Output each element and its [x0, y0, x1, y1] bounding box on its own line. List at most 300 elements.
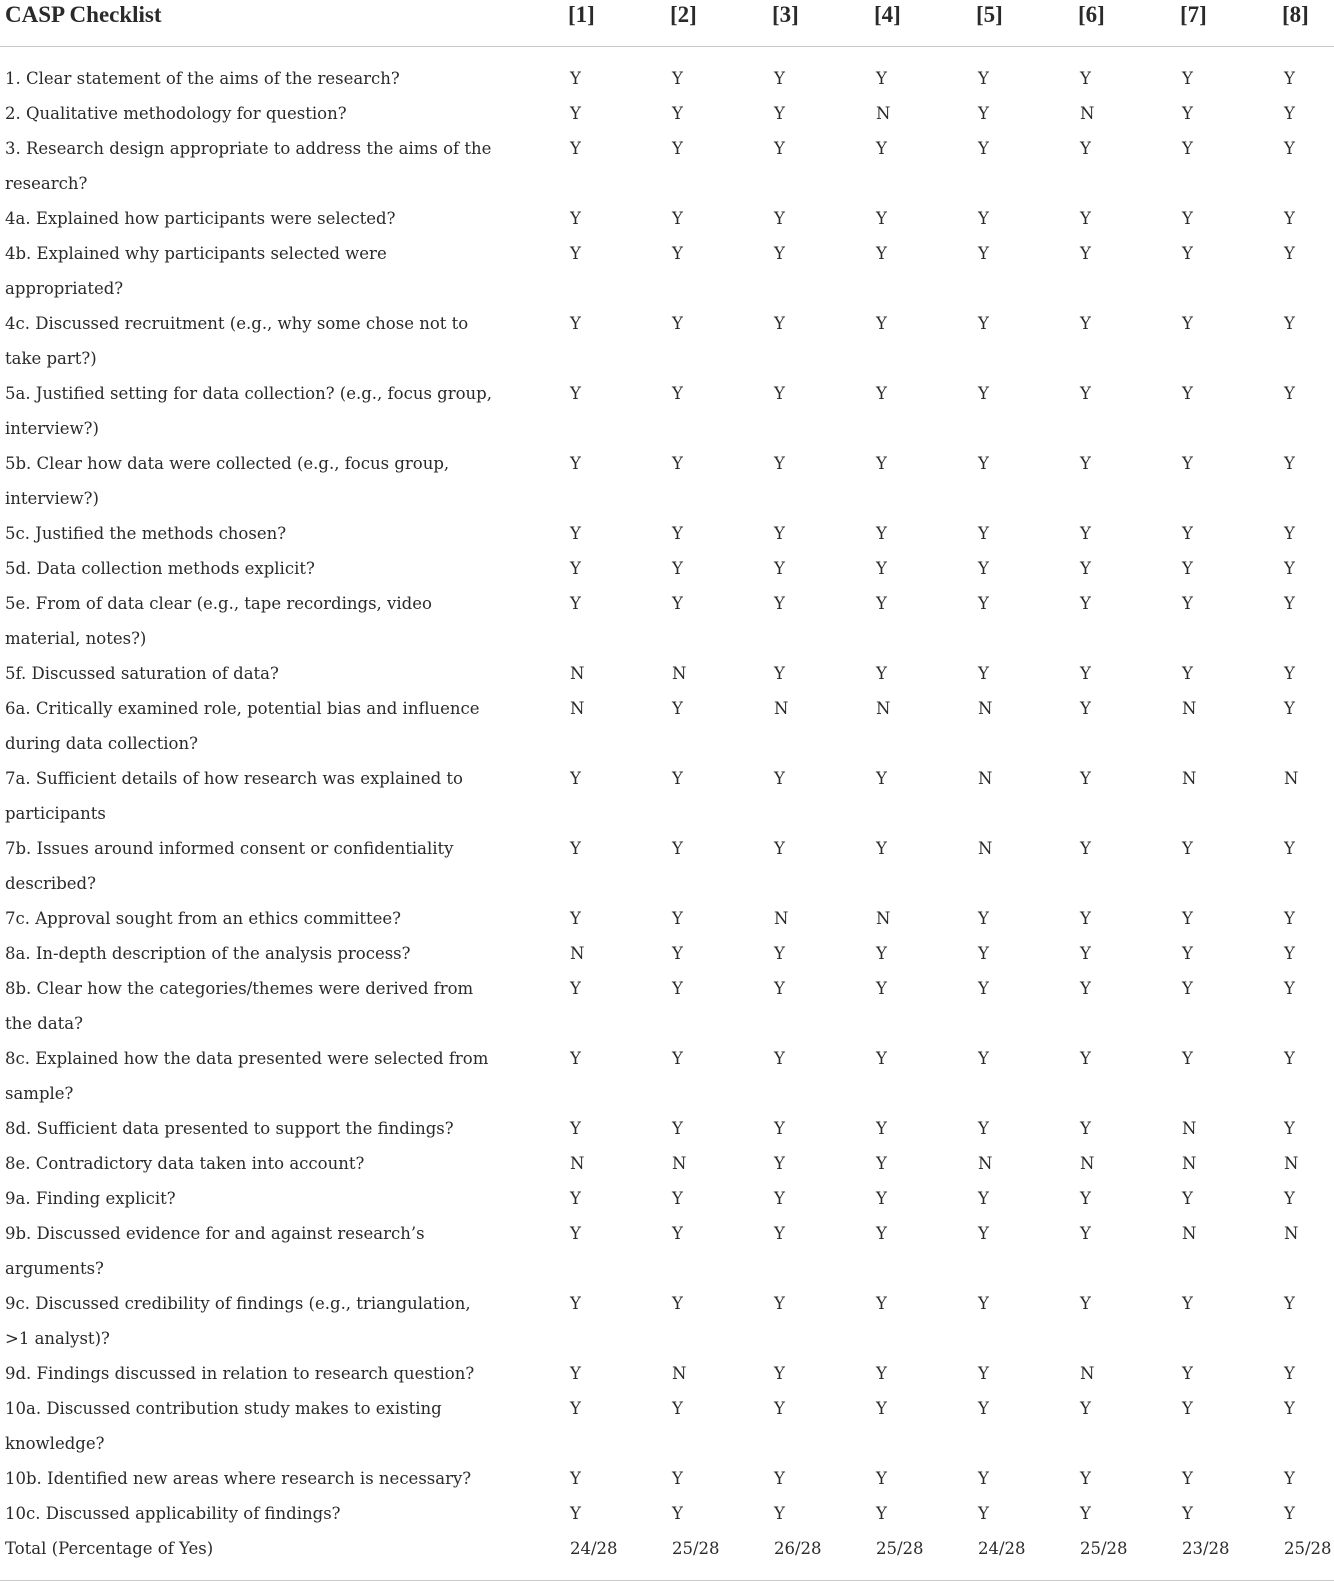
rating-cell: Y [978, 944, 989, 963]
rating-cell: Y [1182, 909, 1193, 928]
criterion-cell [0, 131, 558, 201]
criterion-label: 9a. Finding explicit? [5, 1189, 176, 1208]
rating-cell: Y [774, 524, 785, 543]
rating-cell: Y [978, 454, 989, 473]
rating-cell: Y [1182, 1294, 1193, 1313]
rating-cell: Y [1284, 384, 1295, 403]
rating-cell: Y [876, 139, 887, 158]
criterion-label: 8a. In-depth description of the analysis process? [5, 944, 411, 963]
criterion-cell [0, 761, 558, 831]
rating-cell: Y [978, 314, 989, 333]
rating-cell: N [876, 909, 891, 928]
rating-cell: Y [876, 314, 887, 333]
criterion-cell [0, 831, 558, 901]
criterion-cell [0, 446, 558, 516]
rating-cell: Y [774, 1399, 785, 1418]
criterion-label: 7b. Issues around informed consent or confidentiality described? [5, 839, 454, 893]
criterion-label: 10b. Identified new areas where research is necessary? [5, 1469, 472, 1488]
criterion-label: 7a. Sufficient details of how research was explained to participants [5, 769, 463, 823]
rating-cell: Y [1182, 559, 1193, 578]
rating-cell: Y [1182, 314, 1193, 333]
total-score-cell: 24/28 [558, 1531, 660, 1581]
criterion-cell [0, 551, 558, 586]
criterion-label: 1. Clear statement of the aims of the research? [5, 69, 400, 88]
rating-cell: Y [570, 594, 581, 613]
study-header-1: [1] [558, 0, 660, 47]
rating-cell: Y [774, 1189, 785, 1208]
rating-cell: Y [1080, 944, 1091, 963]
rating-cell: Y [1284, 139, 1295, 158]
rating-cell: Y [1284, 1504, 1295, 1523]
criterion-cell [0, 96, 558, 131]
rating-cell: Y [1182, 979, 1193, 998]
criterion-cell [0, 691, 558, 761]
total-score-cell: 25/28 [1068, 1531, 1170, 1581]
criterion-label: 4b. Explained why participants selected were appropriated? [5, 244, 387, 298]
rating-cell: Y [876, 454, 887, 473]
criterion-label: 6a. Critically examined role, potential bias and influence during data collection? [5, 699, 480, 753]
criterion-cell [0, 1286, 558, 1356]
rating-cell: Y [876, 769, 887, 788]
table-row [0, 1461, 1334, 1496]
rating-cell: Y [978, 1049, 989, 1068]
rating-cell: Y [876, 1049, 887, 1068]
criterion-cell [0, 1181, 558, 1216]
rating-cell: Y [978, 104, 989, 123]
table-row [0, 1146, 1334, 1181]
rating-cell: Y [876, 1154, 887, 1173]
criterion-cell [0, 1496, 558, 1531]
table-row [0, 1286, 1334, 1356]
table-row [0, 446, 1334, 516]
rating-cell: Y [570, 979, 581, 998]
criterion-cell [0, 586, 558, 656]
criterion-label: 8e. Contradictory data taken into account? [5, 1154, 365, 1173]
criterion-label: 9c. Discussed credibility of findings (e.g., triangulation, >1 analyst)? [5, 1294, 471, 1348]
rating-cell: Y [1284, 209, 1295, 228]
rating-cell: Y [1182, 1469, 1193, 1488]
criterion-label: 2. Qualitative methodology for question? [5, 104, 347, 123]
criterion-label: 8d. Sufficient data presented to support the findings? [5, 1119, 454, 1138]
rating-cell: Y [672, 909, 683, 928]
rating-cell: Y [570, 244, 581, 263]
criterion-cell [0, 901, 558, 936]
criterion-label: 10a. Discussed contribution study makes to existing knowledge? [5, 1399, 442, 1453]
table-title: CASP Checklist [0, 0, 558, 47]
study-header-2: [2] [660, 0, 762, 47]
rating-cell: Y [672, 1049, 683, 1068]
criterion-cell [0, 656, 558, 691]
total-score-cell: 25/28 [1272, 1531, 1334, 1581]
criterion-label: 9b. Discussed evidence for and against research’s arguments? [5, 1224, 425, 1278]
rating-cell: Y [774, 559, 785, 578]
rating-cell: N [1080, 1364, 1095, 1383]
table-row [0, 551, 1334, 586]
rating-cell: Y [876, 559, 887, 578]
table-row [0, 1356, 1334, 1391]
criterion-label: 5e. From of data clear (e.g., tape recordings, video material, notes?) [5, 594, 432, 648]
rating-cell: Y [672, 209, 683, 228]
rating-cell: Y [876, 244, 887, 263]
table-body [0, 47, 1334, 1581]
rating-cell: N [570, 664, 585, 683]
rating-cell: Y [1080, 1049, 1091, 1068]
rating-cell: Y [1080, 559, 1091, 578]
study-header-4: [4] [864, 0, 966, 47]
criterion-cell [0, 236, 558, 306]
rating-cell: Y [876, 839, 887, 858]
rating-cell: Y [1182, 1189, 1193, 1208]
rating-cell: N [672, 1364, 687, 1383]
rating-cell: Y [570, 559, 581, 578]
rating-cell: Y [774, 209, 785, 228]
criterion-cell [0, 1461, 558, 1496]
rating-cell: Y [978, 1364, 989, 1383]
rating-cell: Y [1080, 524, 1091, 543]
rating-cell: Y [1080, 1469, 1091, 1488]
rating-cell: Y [1080, 1294, 1091, 1313]
criterion-label: 5b. Clear how data were collected (e.g., focus group, interview?) [5, 454, 450, 508]
criterion-label: 5f. Discussed saturation of data? [5, 664, 279, 683]
rating-cell: Y [1284, 944, 1295, 963]
rating-cell: Y [1182, 1049, 1193, 1068]
rating-cell: Y [570, 839, 581, 858]
rating-cell: Y [876, 979, 887, 998]
table-row [0, 761, 1334, 831]
rating-cell: Y [774, 1049, 785, 1068]
rating-cell: Y [672, 454, 683, 473]
rating-cell: Y [876, 594, 887, 613]
rating-cell: Y [1284, 244, 1295, 263]
rating-cell: Y [672, 1294, 683, 1313]
rating-cell: Y [978, 524, 989, 543]
rating-cell: Y [672, 979, 683, 998]
rating-cell: Y [672, 244, 683, 263]
table-row [0, 936, 1334, 971]
rating-cell: Y [1182, 104, 1193, 123]
rating-cell: Y [978, 909, 989, 928]
rating-cell: N [774, 909, 789, 928]
rating-cell: Y [774, 664, 785, 683]
rating-cell: Y [774, 384, 785, 403]
rating-cell: Y [1182, 524, 1193, 543]
rating-cell: Y [1182, 944, 1193, 963]
rating-cell: Y [1284, 1049, 1295, 1068]
table-row [0, 376, 1334, 446]
rating-cell: Y [672, 594, 683, 613]
rating-cell: Y [570, 1294, 581, 1313]
rating-cell: Y [1284, 1469, 1295, 1488]
rating-cell: Y [1080, 314, 1091, 333]
table-row [0, 201, 1334, 236]
rating-cell: N [1182, 1154, 1197, 1173]
rating-cell: Y [978, 209, 989, 228]
rating-cell: Y [672, 1469, 683, 1488]
total-score-cell: 23/28 [1170, 1531, 1272, 1581]
rating-cell: Y [1182, 209, 1193, 228]
criterion-cell [0, 936, 558, 971]
criterion-cell [0, 516, 558, 551]
rating-cell: Y [1182, 1399, 1193, 1418]
rating-cell: Y [1284, 1364, 1295, 1383]
rating-cell: Y [876, 69, 887, 88]
rating-cell: Y [1284, 559, 1295, 578]
rating-cell: Y [570, 454, 581, 473]
study-header-7: [7] [1170, 0, 1272, 47]
table-row [0, 96, 1334, 131]
total-row [0, 1531, 1334, 1581]
rating-cell: N [1080, 1154, 1095, 1173]
criterion-cell [0, 201, 558, 236]
rating-cell: Y [1080, 1504, 1091, 1523]
rating-cell: Y [774, 454, 785, 473]
study-header-3: [3] [762, 0, 864, 47]
rating-cell: Y [876, 384, 887, 403]
criterion-cell [0, 1356, 558, 1391]
rating-cell: Y [672, 104, 683, 123]
criterion-label: 4a. Explained how participants were selected? [5, 209, 396, 228]
rating-cell: Y [1080, 1189, 1091, 1208]
rating-cell: Y [672, 69, 683, 88]
rating-cell: Y [1284, 454, 1295, 473]
rating-cell: Y [1284, 524, 1295, 543]
rating-cell: Y [978, 139, 989, 158]
rating-cell: Y [774, 1294, 785, 1313]
rating-cell: Y [978, 384, 989, 403]
rating-cell: Y [978, 594, 989, 613]
rating-cell: N [774, 699, 789, 718]
rating-cell: Y [774, 944, 785, 963]
rating-cell: Y [1080, 384, 1091, 403]
criterion-label: 5a. Justified setting for data collection? (e.g., focus group, interview?) [5, 384, 492, 438]
table-row [0, 1496, 1334, 1531]
rating-cell: Y [876, 209, 887, 228]
table-row [0, 516, 1334, 551]
rating-cell: N [1284, 769, 1299, 788]
rating-cell: Y [672, 524, 683, 543]
rating-cell: Y [774, 1364, 785, 1383]
rating-cell: Y [570, 1189, 581, 1208]
rating-cell: Y [1284, 69, 1295, 88]
criterion-cell [0, 376, 558, 446]
rating-cell: N [1182, 1224, 1197, 1243]
rating-cell: Y [774, 314, 785, 333]
criterion-label: 10c. Discussed applicability of findings? [5, 1504, 341, 1523]
table-row [0, 1041, 1334, 1111]
table-row [0, 901, 1334, 936]
rating-cell: Y [1284, 979, 1295, 998]
criterion-cell [0, 971, 558, 1041]
table-header-row [0, 0, 1334, 47]
rating-cell: Y [1182, 594, 1193, 613]
rating-cell: Y [672, 769, 683, 788]
rating-cell: Y [672, 384, 683, 403]
rating-cell: Y [1080, 454, 1091, 473]
rating-cell: Y [672, 944, 683, 963]
rating-cell: Y [978, 1119, 989, 1138]
rating-cell: N [876, 699, 891, 718]
rating-cell: Y [1080, 664, 1091, 683]
rating-cell: Y [1284, 594, 1295, 613]
rating-cell: Y [1080, 209, 1091, 228]
rating-cell: Y [774, 839, 785, 858]
rating-cell: Y [1284, 314, 1295, 333]
rating-cell: Y [1284, 1294, 1295, 1313]
rating-cell: Y [1284, 839, 1295, 858]
rating-cell: Y [570, 1119, 581, 1138]
rating-cell: Y [570, 104, 581, 123]
rating-cell: Y [1182, 69, 1193, 88]
total-score-cell: 25/28 [660, 1531, 762, 1581]
rating-cell: Y [1080, 1399, 1091, 1418]
rating-cell: N [1080, 104, 1095, 123]
rating-cell: Y [1182, 1504, 1193, 1523]
rating-cell: Y [774, 139, 785, 158]
criterion-label: 8c. Explained how the data presented were selected from sample? [5, 1049, 489, 1103]
rating-cell: Y [774, 769, 785, 788]
rating-cell: Y [1182, 1364, 1193, 1383]
table-row [0, 1391, 1334, 1461]
rating-cell: Y [672, 1399, 683, 1418]
criterion-cell [0, 1391, 558, 1461]
table-row [0, 1181, 1334, 1216]
rating-cell: Y [774, 1469, 785, 1488]
table-row [0, 1216, 1334, 1286]
rating-cell: Y [978, 1224, 989, 1243]
rating-cell: Y [774, 1154, 785, 1173]
criterion-label: 5d. Data collection methods explicit? [5, 559, 315, 578]
rating-cell: Y [1080, 909, 1091, 928]
rating-cell: Y [570, 909, 581, 928]
rating-cell: Y [876, 1504, 887, 1523]
rating-cell: N [1284, 1154, 1299, 1173]
rating-cell: Y [876, 664, 887, 683]
table-row [0, 586, 1334, 656]
rating-cell: Y [876, 524, 887, 543]
rating-cell: Y [876, 1224, 887, 1243]
study-header-6: [6] [1068, 0, 1170, 47]
rating-cell: N [876, 104, 891, 123]
rating-cell: Y [978, 664, 989, 683]
rating-cell: Y [1080, 979, 1091, 998]
rating-cell: N [570, 699, 585, 718]
rating-cell: Y [978, 1469, 989, 1488]
rating-cell: Y [978, 244, 989, 263]
rating-cell: N [978, 769, 993, 788]
rating-cell: Y [1284, 1399, 1295, 1418]
rating-cell: Y [672, 1224, 683, 1243]
rating-cell: Y [672, 1189, 683, 1208]
rating-cell: Y [774, 1224, 785, 1243]
rating-cell: Y [876, 1469, 887, 1488]
rating-cell: Y [978, 1504, 989, 1523]
rating-cell: Y [672, 1119, 683, 1138]
rating-cell: Y [570, 314, 581, 333]
rating-cell: Y [570, 69, 581, 88]
rating-cell: Y [570, 209, 581, 228]
rating-cell: Y [876, 1294, 887, 1313]
rating-cell: Y [1080, 1224, 1091, 1243]
rating-cell: N [1284, 1224, 1299, 1243]
rating-cell: N [570, 944, 585, 963]
table-row [0, 306, 1334, 376]
table-row [0, 691, 1334, 761]
study-header-5: [5] [966, 0, 1068, 47]
rating-cell: Y [1080, 839, 1091, 858]
rating-cell: Y [1182, 139, 1193, 158]
rating-cell: Y [774, 594, 785, 613]
study-header-8: [8] [1272, 0, 1334, 47]
rating-cell: Y [876, 1364, 887, 1383]
rating-cell: Y [570, 1399, 581, 1418]
table-row [0, 1111, 1334, 1146]
rating-cell: Y [978, 1189, 989, 1208]
rating-cell: N [672, 664, 687, 683]
table-row [0, 131, 1334, 201]
rating-cell: Y [1080, 69, 1091, 88]
rating-cell: Y [774, 1504, 785, 1523]
total-score-cell: 25/28 [864, 1531, 966, 1581]
table-row [0, 656, 1334, 691]
rating-cell: Y [978, 979, 989, 998]
rating-cell: Y [1284, 1189, 1295, 1208]
rating-cell: Y [774, 1119, 785, 1138]
rating-cell: N [978, 1154, 993, 1173]
rating-cell: Y [876, 1189, 887, 1208]
rating-cell: Y [1284, 1119, 1295, 1138]
rating-cell: N [1182, 699, 1197, 718]
criterion-cell [0, 1146, 558, 1181]
rating-cell: Y [1080, 594, 1091, 613]
rating-cell: N [672, 1154, 687, 1173]
rating-cell: Y [774, 244, 785, 263]
rating-cell: Y [672, 1504, 683, 1523]
rating-cell: Y [570, 1469, 581, 1488]
rating-cell: Y [672, 314, 683, 333]
rating-cell: Y [1080, 244, 1091, 263]
rating-cell: Y [570, 524, 581, 543]
criterion-label: 3. Research design appropriate to address the aims of the research? [5, 139, 492, 193]
rating-cell: Y [1182, 839, 1193, 858]
rating-cell: Y [1284, 104, 1295, 123]
criterion-label: 8b. Clear how the categories/themes were derived from the data? [5, 979, 474, 1033]
criterion-label: 4c. Discussed recruitment (e.g., why some chose not to take part?) [5, 314, 469, 368]
rating-cell: Y [1182, 244, 1193, 263]
rating-cell: Y [876, 1119, 887, 1138]
rating-cell: Y [672, 839, 683, 858]
table-row [0, 236, 1334, 306]
rating-cell: Y [876, 1399, 887, 1418]
rating-cell: Y [1080, 699, 1091, 718]
criterion-label: 5c. Justified the methods chosen? [5, 524, 287, 543]
table-row [0, 971, 1334, 1041]
rating-cell: Y [1182, 384, 1193, 403]
rating-cell: Y [978, 559, 989, 578]
rating-cell: Y [672, 139, 683, 158]
total-label: Total (Percentage of Yes) [0, 1531, 558, 1581]
rating-cell: Y [1080, 769, 1091, 788]
rating-cell: Y [978, 69, 989, 88]
rating-cell: N [570, 1154, 585, 1173]
rating-cell: Y [774, 979, 785, 998]
rating-cell: Y [978, 1399, 989, 1418]
rating-cell: N [1182, 769, 1197, 788]
rating-cell: Y [570, 1224, 581, 1243]
rating-cell: Y [1182, 454, 1193, 473]
total-score-cell: 24/28 [966, 1531, 1068, 1581]
rating-cell: Y [570, 384, 581, 403]
rating-cell: Y [1182, 664, 1193, 683]
